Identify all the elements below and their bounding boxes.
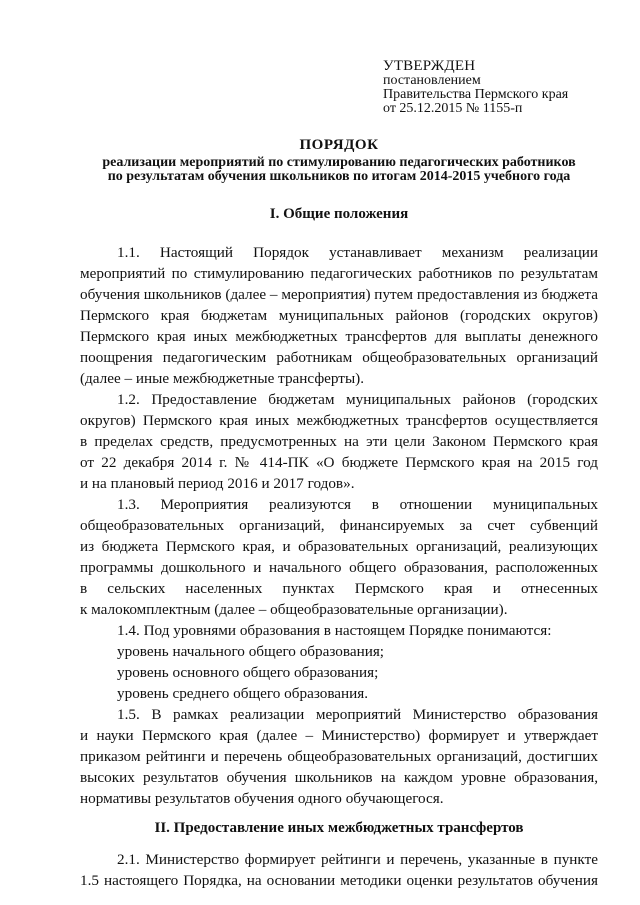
body-line: к малокомплектным (далее – общеобразовательные организации).	[80, 601, 508, 618]
body-line: 1.5. В рамках реализации мероприятий Министерство образования	[117, 706, 598, 723]
body-line: Пермского края бюджетам муниципальных районов (городских округов)	[80, 307, 598, 324]
approval-stamp	[383, 58, 623, 116]
approval-title: УТВЕРЖДЕН	[383, 58, 476, 74]
body-line: 1.1. Настоящий Порядок устанавливает механизм реализации	[117, 244, 598, 261]
body-line: округов) Пермского края иных межбюджетных трансфертов осуществляется	[80, 412, 598, 429]
body-line: обучения школьников (далее – мероприятия) путем предоставления из бюджета	[80, 286, 598, 303]
body-line: приказом рейтинги и перечень общеобразовательных организаций, достигших	[80, 748, 598, 765]
body-line: Пермского края иных межбюджетных трансфертов для выплаты денежного	[80, 328, 598, 345]
section-heading: II. Предоставление иных межбюджетных трансфертов	[154, 820, 524, 836]
document-title: ПОРЯДОК	[299, 137, 379, 153]
body-line: и науки Пермского края (далее – Министерство) формирует и утверждает	[80, 727, 598, 744]
body-line: 1.2. Предоставление бюджетам муниципальных районов (городских	[117, 391, 598, 408]
body-line: уровень начального общего образования;	[117, 643, 385, 660]
body-line: 1.4. Под уровнями образования в настоящем Порядке понимаются:	[117, 622, 552, 639]
body-line: в пределах средств, предусмотренных на эти цели Законом Пермского края	[80, 433, 598, 450]
body-line: из бюджета Пермского края, и образовательных организаций, реализующих	[80, 538, 598, 555]
subtitle-line: реализации мероприятий по стимулированию педагогических работников	[102, 155, 576, 170]
body-line: уровень основного общего образования;	[117, 664, 379, 681]
section-heading: I. Общие положения	[269, 206, 409, 222]
document-subtitle	[70, 156, 608, 184]
body-line: мероприятий по стимулированию педагогических работников по результатам	[80, 265, 598, 282]
body-line: высоких результатов обучения школьников на каждом уровне образования,	[80, 769, 598, 786]
body-line: 1.3. Мероприятия реализуются в отношении муниципальных	[117, 496, 598, 513]
body-line: 1.5 настоящего Порядка, на основании методики оценки результатов обучения	[80, 872, 598, 889]
approval-line: от 25.12.2015 № 1155-п	[383, 101, 523, 116]
body-line: 2.1. Министерство формирует рейтинги и перечень, указанные в пункте	[117, 851, 598, 868]
body-line: нормативы результатов обучения одного обучающегося.	[80, 790, 444, 807]
subtitle-line: по результатам обучения школьников по итогам 2014-2015 учебного года	[107, 169, 571, 184]
body-line: (далее – иные межбюджетные трансферты).	[80, 370, 365, 387]
body-line: общеобразовательных организаций, финансируемых за счет субвенций	[80, 517, 598, 534]
body-line: поощрения педагогическим работникам общеобразовательных организаций	[80, 349, 598, 366]
body-line: в сельских населенных пунктах Пермского края и отнесенных	[80, 580, 598, 597]
body-line: программы дошкольного и начального общего образования, расположенных	[80, 559, 598, 576]
body-line: и на плановый период 2016 и 2017 годов».	[80, 475, 355, 492]
approval-line: постановлением	[383, 73, 481, 88]
approval-line: Правительства Пермского края	[383, 87, 569, 102]
body-line: уровень среднего общего образования.	[117, 685, 369, 702]
body-line: от 22 декабря 2014 г. № 414-ПК «О бюджете Пермского края на 2015 год	[80, 454, 598, 471]
